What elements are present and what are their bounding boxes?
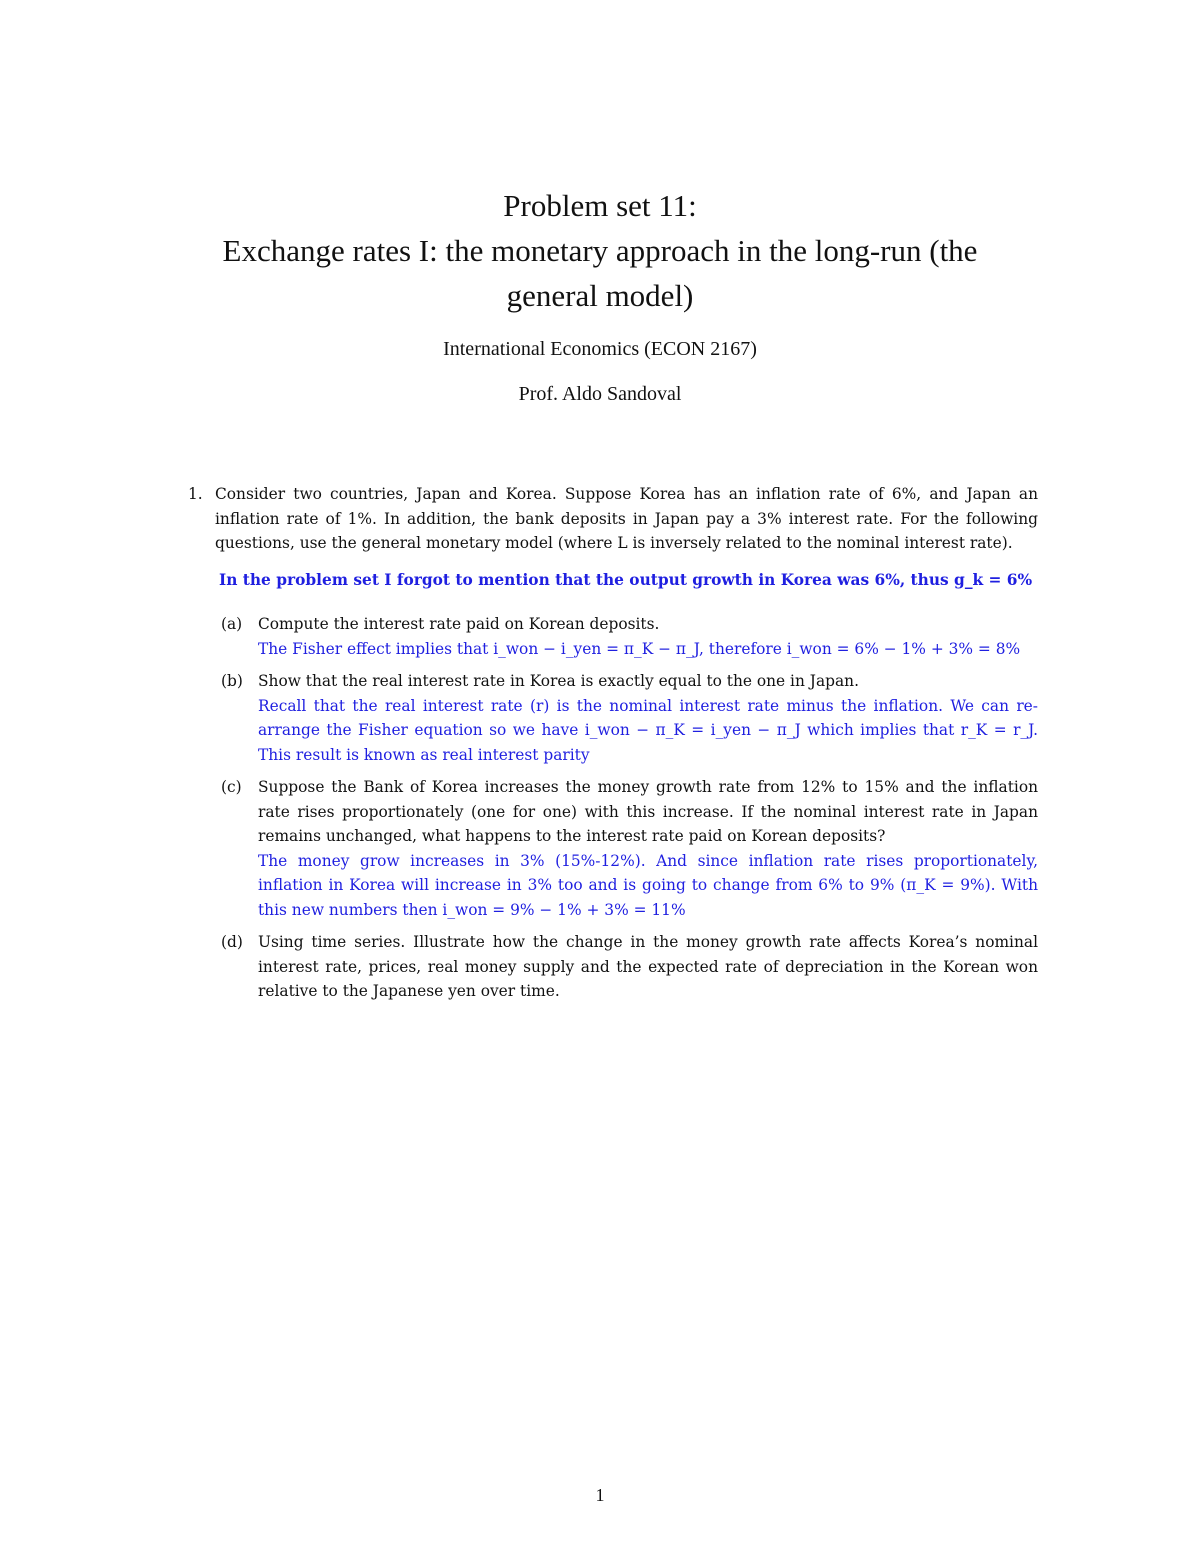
problem-1 (188, 482, 1038, 1012)
title-block (150, 183, 1050, 318)
problem-number: 1. (188, 485, 203, 503)
part-a (221, 612, 1038, 661)
part-c (221, 775, 1038, 922)
problem-text: Consider two countries, Japan and Korea. Suppose Korea has an inflation rate of 6%, and Japan an inflation rate of 1%. In addition, the bank deposits in Japan pay a 3% interest rate. For the following questions, use the general monetary model (where L is inversely related to the nominal interest rate). (215, 485, 1038, 552)
part-b (221, 669, 1038, 767)
title-line-2: Exchange rates I: the monetary approach in the long-run (the (222, 233, 978, 268)
professor-name: Prof. Aldo Sandoval (518, 383, 682, 405)
part-question: Using time series. Illustrate how the change in the money growth rate affects Korea’s nominal interest rate, prices, real money supply and the expected rate of depreciation in the Korean won relative to the Japanese yen over time. (258, 933, 1038, 1000)
problem-parts (221, 612, 1038, 1004)
part-answer: The money grow increases in 3% (15%-12%). And since inflation rate rises proportionately, inflation in Korea will increase in 3% too and is going to change from 6% to 9% (π_K = 9%). With this new numbers then i_won = 9% − 1% + 3% = 11% (258, 851, 1038, 919)
part-label: (c) (221, 778, 242, 796)
part-label: (a) (221, 615, 243, 633)
part-label: (b) (221, 672, 243, 690)
part-answer: The Fisher effect implies that i_won − i_yen = π_K − π_J, therefore i_won = 6% − 1% + 3% = 8% (258, 639, 1021, 658)
part-d (221, 930, 1038, 1004)
part-question: Show that the real interest rate in Korea is exactly equal to the one in Japan. (258, 672, 859, 690)
part-question: Suppose the Bank of Korea increases the money growth rate from 12% to 15% and the inflation rate rises proportionately (one for one) with this increase. If the nominal interest rate in Japan remains unchanged, what happens to the interest rate paid on Korean deposits? (258, 778, 1038, 845)
instructor-note: In the problem set I forgot to mention that the output growth in Korea was 6%, thus g_k = 6% (219, 570, 1033, 589)
page-number: 1 (595, 1485, 605, 1505)
title-line-1: Problem set 11: (503, 188, 697, 223)
part-label: (d) (221, 933, 243, 951)
part-question: Compute the interest rate paid on Korean deposits. (258, 615, 660, 633)
part-answer: Recall that the real interest rate (r) is the nominal interest rate minus the inflation. We can re-arrange the Fisher equation so we have i_won − π_K = i_yen − π_J which implies that r_K = r_J. This result is known as real interest parity (258, 696, 1038, 764)
course-name: International Economics (ECON 2167) (443, 338, 757, 360)
title-line-3: general model) (506, 278, 694, 313)
